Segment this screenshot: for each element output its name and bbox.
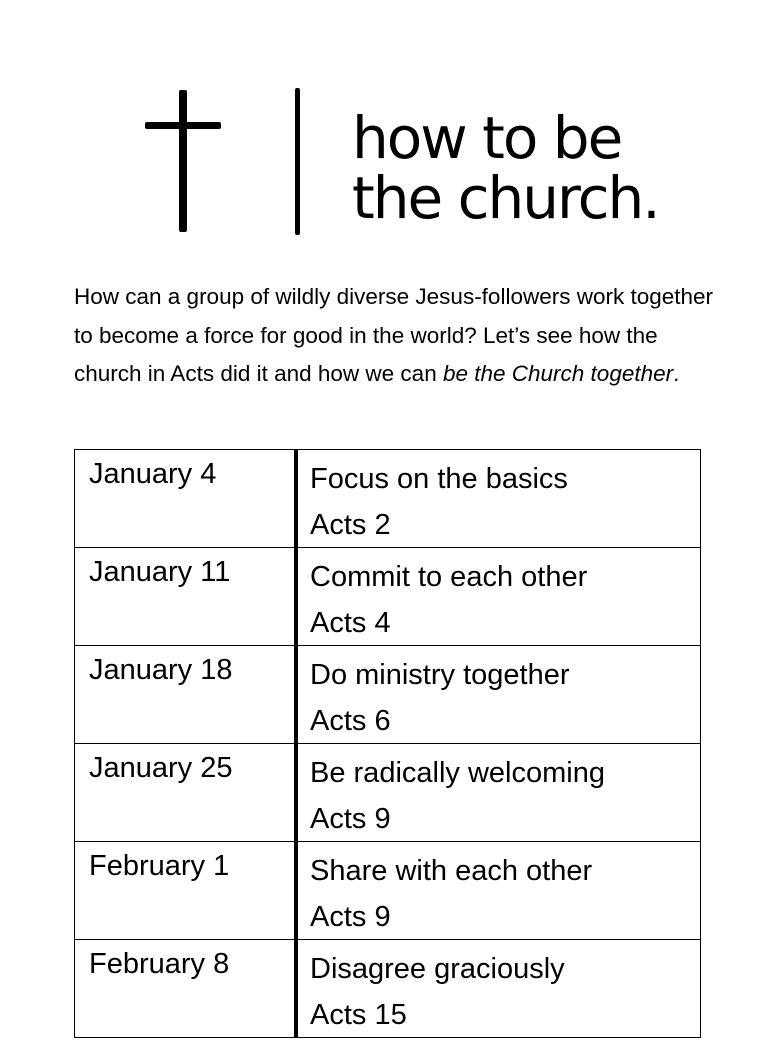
reference-text: Acts 15 [310, 999, 407, 1031]
date-cell [75, 450, 297, 548]
topic-text: Share with each other [310, 855, 593, 887]
logo-divider [295, 88, 300, 235]
topic-text: Do ministry together [310, 659, 570, 691]
topic-cell [296, 842, 701, 940]
date-text: January 4 [89, 458, 217, 490]
reference-text: Acts 4 [310, 607, 391, 639]
reference-text: Acts 9 [310, 901, 391, 933]
date-text: January 18 [89, 654, 233, 686]
topic-text: Commit to each other [310, 561, 588, 593]
cross-icon [145, 90, 223, 232]
date-text: February 8 [89, 948, 230, 980]
topic-text: Focus on the basics [310, 463, 568, 495]
table-row [75, 842, 701, 940]
logo-line-2: the church. [352, 164, 659, 232]
schedule-table [74, 449, 701, 1038]
logo [0, 0, 768, 260]
intro-text-end: . [673, 361, 680, 386]
reference-text: Acts 9 [310, 803, 391, 835]
date-cell [75, 646, 297, 744]
date-cell [75, 842, 297, 940]
topic-text: Be radically welcoming [310, 757, 605, 789]
intro-text: How can a group of wildly diverse Jesus-followers work together to become a force for good in the world? Let’s see how the church in Acts did it and how we can [74, 284, 714, 386]
reference-text: Acts 6 [310, 705, 391, 737]
topic-text: Disagree graciously [310, 953, 565, 985]
table-row [75, 548, 701, 646]
date-text: January 11 [89, 556, 231, 588]
table-row [75, 450, 701, 548]
cross-vertical-bar [179, 90, 187, 232]
date-text: February 1 [89, 850, 230, 882]
topic-cell [296, 940, 701, 1038]
reference-text: Acts 2 [310, 509, 391, 541]
topic-cell [296, 744, 701, 842]
table-row [75, 940, 701, 1038]
logo-line-1: how to be [352, 104, 622, 172]
logo-wordmark [352, 104, 659, 232]
topic-cell [296, 646, 701, 744]
topic-cell [296, 450, 701, 548]
intro-emphasis: be the Church together [442, 361, 674, 386]
table-row [75, 744, 701, 842]
intro-paragraph [74, 278, 714, 394]
topic-cell [296, 548, 701, 646]
date-cell [75, 744, 297, 842]
date-text: January 25 [89, 752, 233, 784]
date-cell [75, 940, 297, 1038]
cross-horizontal-bar [145, 122, 221, 129]
table-row [75, 646, 701, 744]
date-cell [75, 548, 297, 646]
